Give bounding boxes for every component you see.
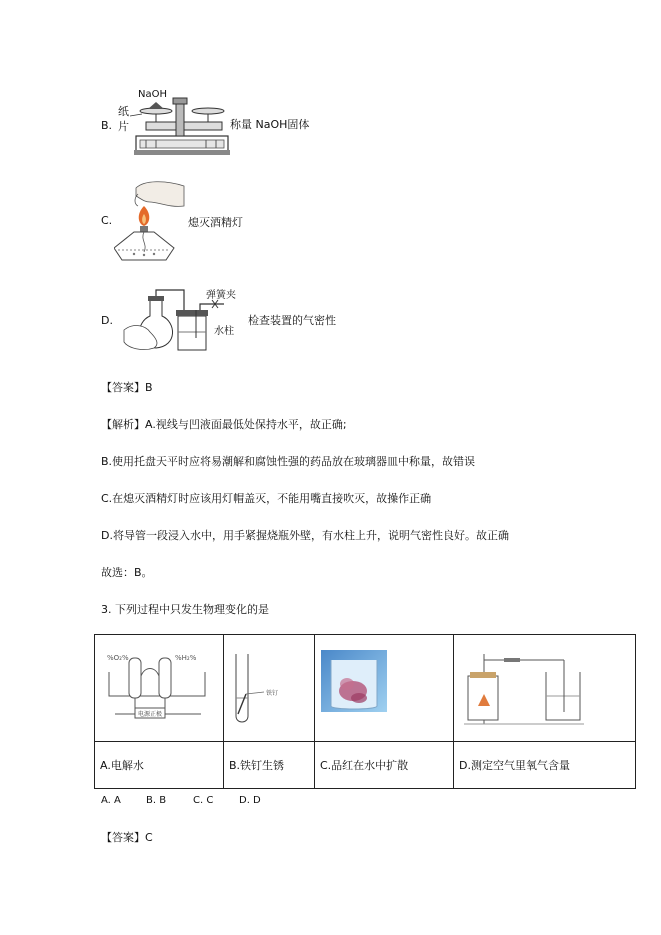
oxygen-measurement-diagram xyxy=(454,636,634,740)
lamp-figure xyxy=(114,178,186,264)
power-label: 电源正极 xyxy=(138,711,163,718)
answer-3: 【答案】C xyxy=(101,831,153,844)
option-d-letter: D. xyxy=(101,314,113,327)
figure-c-cell xyxy=(315,635,454,742)
option-c-letter: C. xyxy=(101,214,113,227)
nail-label: 铁钉 xyxy=(266,690,279,697)
paper-label-1: 纸 xyxy=(118,105,129,118)
analysis-b: B.使用托盘天平时应将易潮解和腐蚀性强的药品放在玻璃器皿中称量，故错误 xyxy=(101,455,476,468)
option-c-caption-cell: C.品红在水中扩散 xyxy=(315,742,454,789)
choice-d: D. D xyxy=(239,795,261,806)
tube-a-label: %O₂% xyxy=(107,654,129,662)
figure-d-cell xyxy=(454,635,636,742)
water-column-label: 水柱 xyxy=(214,326,234,337)
option-b-caption: 称量 NaOH固体 xyxy=(230,118,310,131)
balance-diagram xyxy=(116,86,232,158)
electrolysis-diagram xyxy=(95,636,222,740)
option-a-caption: A.电解水 xyxy=(95,742,224,789)
alcohol-lamp-diagram xyxy=(114,178,186,264)
option-b-letter: B. xyxy=(101,119,113,132)
naoh-label: NaOH xyxy=(138,89,167,100)
balance-figure xyxy=(116,86,232,158)
option-d-caption: 检查装置的气密性 xyxy=(248,314,336,327)
tube-b-label: %H₂% xyxy=(175,654,197,662)
figure-b-cell xyxy=(224,635,315,742)
clamp-label: 弹簧夹 xyxy=(206,290,236,301)
analysis-d: D.将导管一段浸入水中，用手紧握烧瓶外壁，有水柱上升，说明气密性良好。故正确 xyxy=(101,529,509,542)
choice-c: C. C xyxy=(193,795,214,806)
option-b-caption-cell: B.铁钉生锈 xyxy=(224,742,315,789)
dye-diffusion-photo xyxy=(315,636,452,740)
option-c-caption: 熄灭酒精灯 xyxy=(188,216,243,229)
option-d-caption-cell: D.测定空气里氧气含量 xyxy=(454,742,636,789)
question-3-stem: 3. 下列过程中只发生物理变化的是 xyxy=(101,603,269,616)
analysis-c: C.在熄灭酒精灯时应该用灯帽盖灭，不能用嘴直接吹灭，故操作正确 xyxy=(101,492,432,505)
question-3-options-table xyxy=(94,634,636,789)
analysis-a: 【解析】A.视线与凹液面最低处保持水平，故正确; xyxy=(101,418,347,431)
choice-b: B. B xyxy=(146,795,167,806)
figure-a-cell xyxy=(95,635,224,742)
choice-a: A. A xyxy=(101,795,121,806)
paper-label-2: 片 xyxy=(118,120,129,133)
analysis-conclusion: 故选：B。 xyxy=(101,566,153,579)
answer-1: 【答案】B xyxy=(101,381,153,394)
